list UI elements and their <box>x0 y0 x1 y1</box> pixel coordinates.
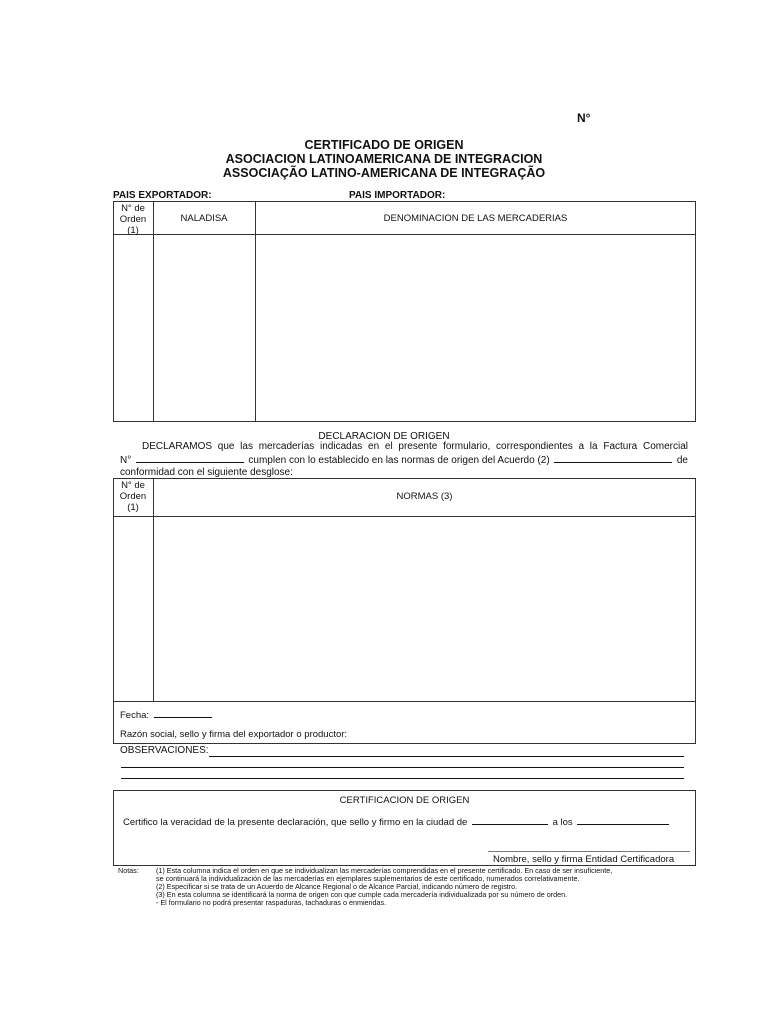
declaration-line-3: conformidad con el siguiente desglose: <box>120 467 293 478</box>
declaration-compliance-text: cumplen con lo establecido en las normas de origen del Acuerdo (2) <box>248 455 550 466</box>
document-title: CERTIFICADO DE ORIGEN <box>304 138 464 152</box>
invoice-number-blank[interactable] <box>136 453 244 463</box>
certification-title: CERTIFICACION DE ORIGEN <box>339 795 470 806</box>
norms-table <box>113 478 696 744</box>
norms-col-orden: N° de Orden (1) <box>119 480 147 513</box>
date-blank[interactable] <box>154 708 212 718</box>
certification-statement: Certifico la veracidad de la presente declaración, que sello y firmo en la ciudad de <box>123 817 468 828</box>
document-title-block <box>0 138 768 180</box>
certification-date-label: a los <box>552 817 573 828</box>
exporting-country-label: PAIS EXPORTADOR: <box>113 190 212 201</box>
city-blank[interactable] <box>472 815 548 825</box>
certificate-number-label: N° <box>577 111 591 125</box>
document-subtitle-pt: ASSOCIAÇÃO LATINO-AMERICANA DE INTEGRAÇÃO <box>222 166 546 180</box>
note-1: (1) Esta columna indica el orden en que se individualizan las mercaderías comprendidas en el presente certificado. En caso de ser insuficiente, <box>156 866 613 875</box>
goods-col-orden: N° de Orden (1) <box>119 203 147 236</box>
declaration-de-text: de <box>676 455 688 466</box>
note-4: - El formulario no podrá presentar raspaduras, tachaduras o enmiendas. <box>156 898 387 908</box>
declaration-line-2 <box>120 453 688 467</box>
agreement-blank[interactable] <box>554 453 672 463</box>
declaration-text <box>120 441 688 479</box>
date-label: Fecha: <box>120 710 150 721</box>
invoice-number-label: N° <box>120 455 132 466</box>
norms-col-normas: NORMAS (3) <box>396 491 453 502</box>
exporter-signature-label: Razón social, sello y firma del exportador o productor: <box>120 729 348 740</box>
document-subtitle-es: ASOCIACION LATINOAMERICANA DE INTEGRACION <box>225 152 543 166</box>
notes-label: Notas: <box>118 866 139 875</box>
goods-table-header-rule <box>113 234 696 235</box>
observations-line[interactable] <box>209 756 684 757</box>
norms-table-header-rule <box>113 516 696 517</box>
norms-table-divider <box>153 478 154 701</box>
norms-table-footer-rule <box>113 701 696 702</box>
note-3: (3) En esta columna se identificará la norma de origen con que cumple cada mercadería individualizada por su número de orden. <box>156 890 568 900</box>
declaration-line-1: DECLARAMOS que las mercaderías indicadas en el presente formulario, correspondientes a la Factura Comercial <box>142 441 688 452</box>
notes-body <box>156 867 696 907</box>
certifier-signature-label: Nombre, sello y firma Entidad Certificadora <box>493 854 675 865</box>
note-1-continued: se continuará la individualización de las mercaderías en ejemplares suplementarios de este certificado, numerados correlativamente. <box>156 874 580 884</box>
observations-label: OBSERVACIONES: <box>120 745 209 756</box>
goods-col-denominacion: DENOMINACION DE LAS MERCADERIAS <box>383 213 568 224</box>
importing-country-label: PAIS IMPORTADOR: <box>349 190 446 201</box>
observations-line[interactable] <box>121 767 684 768</box>
declaration-title: DECLARACION DE ORIGEN <box>318 431 450 442</box>
certification-text <box>123 815 669 828</box>
date-field <box>120 708 212 721</box>
goods-col-naladisa: NALADISA <box>180 213 228 224</box>
note-2: (2) Especificar si se trata de un Acuerdo de Alcance Regional o de Alcance Parcial, indicando número de registro. <box>156 882 518 892</box>
certifier-signature-line[interactable] <box>488 851 690 852</box>
certification-date-blank[interactable] <box>577 815 669 825</box>
observations-line[interactable] <box>121 778 684 779</box>
